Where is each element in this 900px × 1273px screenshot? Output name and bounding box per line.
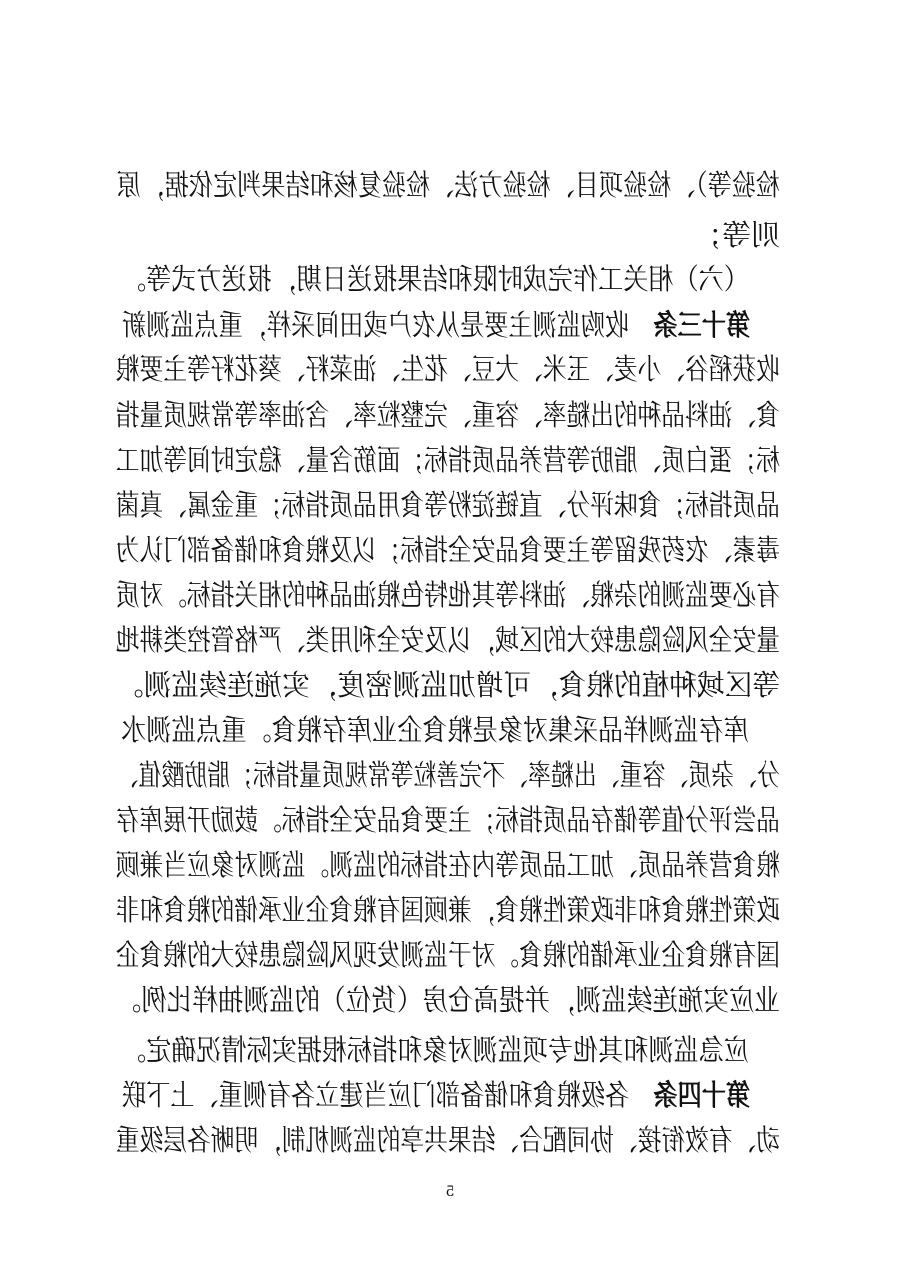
article-text: 收购监测主要是从农户或田间采样，重点监测新: [121, 308, 630, 342]
text-line: 检验等）、检验项目、检验方法、检验复核和结果判定依据，原: [116, 168, 780, 202]
text-line: 政策性粮食和非政策性粮食，兼顾国有粮食企业承储的粮食和非: [115, 893, 780, 927]
text-line: 业应实施连续监测，并提高仓房（货位）的监测抽样比例。: [115, 983, 780, 1017]
text-line: 则等；: [692, 218, 780, 252]
text-line: 库存监测样品采集对象是粮食企业库存粮食。重点监测水: [120, 713, 749, 747]
text-line: （六）相关工作完成时限和结果报送日期，报送方式等。: [120, 262, 749, 296]
text-line: 食、油料品种的出糙率、容重、完整粒率、含油率等常规质量指: [115, 398, 780, 432]
article-line: [122, 1078, 780, 1112]
text-line: 量安全风险隐患较大的区域，以及安全利用类、严格管控类耕地: [115, 623, 780, 657]
article-heading: 第十三条: [653, 308, 751, 342]
article-text: 各级粮食和储备部门应当建立各有侧重、上下联: [121, 1078, 630, 1112]
text-line: 分、杂质、容重、出糙率、不完善粒等常规质量指标；脂肪酸值、: [115, 758, 780, 792]
text-line: 国有粮食企业承储的粮食。对于监测发现风险隐患较大的粮食企: [115, 938, 780, 972]
text-line: 收获稻谷、小麦、玉米、大豆、花生、油菜籽、葵花籽等主要粮: [115, 352, 780, 386]
text-line: 标；蛋白质、脂肪等营养品质指标；面筋含量、稳定时间等加工: [115, 443, 780, 477]
page-number: 5: [445, 1184, 455, 1200]
text-line: 粮食营养品质、加工品质等内在指标的监测。监测对象应当兼顾: [115, 848, 780, 882]
text-line: 品质指标；食味评分、直链淀粉等食用品质指标；重金属、真菌: [115, 488, 780, 522]
text-line: 有必要监测的杂粮、油料等其他特色粮油品种的相关指标。对质: [115, 578, 780, 612]
article-line: [122, 308, 780, 342]
text-line: 品尝评分值等储存品质指标；主要食品安全指标。鼓励开展库存: [115, 803, 780, 837]
text-line: 动、有效衔接、协同配合、结果共享的监测机制，明晰各层级重: [115, 1123, 780, 1157]
text-line: 毒素、农药残留等主要食品安全指标；以及粮食和储备部门认为: [115, 533, 780, 567]
article-heading: 第十四条: [653, 1078, 751, 1112]
text-line: 应急监测和其他专项监测对象和指标根据实际情况确定。: [120, 1033, 749, 1067]
text-line: 等区域种植的粮食，可增加监测密度，实施连续监测。: [116, 668, 780, 702]
